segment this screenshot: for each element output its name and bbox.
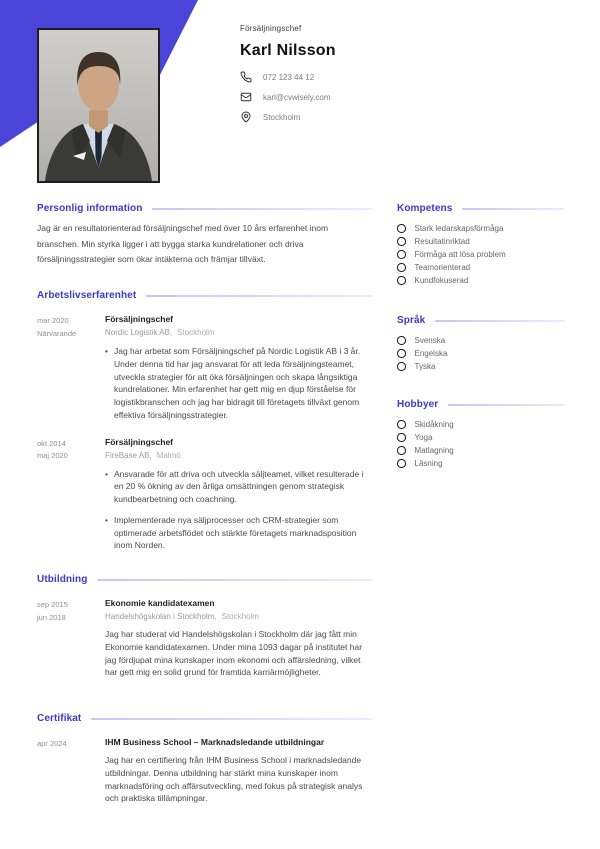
bullet-dot: • [105, 346, 108, 357]
language-label: Svenska [414, 336, 446, 345]
bullet-text: Implementerade nya säljprocesser och CRM-strategier som optimerade arbetsflödet och stärkte företagets marknadsposition inom Norden. [113, 514, 357, 551]
skill-label: Teamorienterad [414, 263, 471, 272]
entry-body [105, 437, 372, 553]
language-label: Engelska [414, 349, 448, 358]
date-end: Närvarande [37, 328, 77, 338]
education-section [37, 574, 372, 679]
circle-icon [397, 276, 406, 285]
section-title: Arbetslivserfarenhet [37, 290, 137, 302]
languages-list [397, 336, 565, 371]
skills-section [397, 203, 565, 285]
hobbies-section [397, 399, 565, 468]
language-item [397, 336, 565, 345]
location-value: Stockholm [263, 112, 301, 122]
date-start: mar 2020 [37, 316, 69, 326]
section-rule [435, 320, 565, 322]
certificates-section [37, 713, 372, 805]
header-info [240, 24, 336, 123]
section-rule [91, 718, 372, 720]
content-columns [37, 200, 565, 805]
circle-icon [397, 263, 406, 272]
company-name: Nordic Logistik AB, [105, 328, 173, 338]
circle-icon [397, 420, 406, 429]
circle-icon [397, 349, 406, 358]
language-item [397, 349, 565, 358]
company-line [105, 451, 372, 460]
email-value: karl@cvwisely.com [263, 92, 331, 102]
section-title: Certifikat [37, 713, 82, 725]
contact-list [240, 71, 336, 123]
circle-icon [397, 446, 406, 455]
experience-entry [37, 437, 372, 553]
education-header [37, 574, 372, 585]
school-line [105, 612, 372, 621]
company-name: FireBase AB, [105, 450, 152, 460]
profile-photo [37, 28, 160, 183]
skill-item [397, 276, 565, 285]
language-item [397, 362, 565, 371]
school-name: Handelshögskolan i Stockholm, [105, 612, 217, 622]
certificate-date: apr 2024 [37, 739, 67, 749]
hobby-label: Skidåkning [414, 420, 454, 429]
experience-bullet [105, 345, 372, 422]
bullet-text: Jag har arbetat som Försäljningschef på Nordic Logistik AB i 3 år. Under denna tid har jag ansvarat för att leda försäljningsteamet, utveckla strategier för att öka försäljningen och skapa långsiktiga kundrelationer. Min erfarenhet har gett mig en djup förståelse för logistikbranschen och jag har bidragit till företagets tillväxt genom effektiva försäljningsstrategier. [113, 346, 361, 420]
hobby-item [397, 446, 565, 455]
skill-item [397, 237, 565, 246]
skill-item [397, 224, 565, 233]
hobbies-header [397, 399, 565, 410]
portrait-illustration [39, 30, 158, 181]
hobbies-list [397, 420, 565, 468]
company-line [105, 328, 372, 337]
certificate-entry [37, 737, 372, 805]
main-column [37, 200, 372, 805]
company-city: Malmö [156, 450, 181, 460]
skill-label: Resultatinriktad [414, 237, 470, 246]
circle-icon [397, 224, 406, 233]
job-title: Försäljningschef [240, 24, 302, 33]
degree-name: Ekonomie kandidatexamen [105, 598, 215, 609]
circle-icon [397, 250, 406, 259]
bullet-dot: • [105, 468, 108, 479]
entry-body [105, 598, 372, 679]
education-description: Jag har studerat vid Handelshögskolan i Stockholm där jag fått min Ekonomie kandidatexamen. Under mina 1093 dagar på institutet har jag fördjupat mina kunskaper inom ekonomi och affärsledning, vilket har gett mig en solid grund för framtida karriärmöjligheter. [105, 629, 363, 678]
language-label: Tyska [414, 362, 436, 371]
entry-dates [37, 598, 105, 679]
experience-entry [37, 314, 372, 422]
circle-icon [397, 336, 406, 345]
experience-section [37, 290, 372, 552]
skill-item [397, 250, 565, 259]
section-rule [146, 295, 372, 297]
languages-header [397, 315, 565, 326]
person-name: Karl Nilsson [240, 42, 336, 59]
section-rule [152, 208, 372, 210]
hobby-label: Yoga [414, 433, 433, 442]
contact-location-row [240, 111, 336, 123]
entry-dates [37, 437, 105, 553]
contact-email-row [240, 91, 336, 103]
education-entry [37, 598, 372, 679]
languages-section [397, 315, 565, 371]
date-start: okt 2014 [37, 438, 66, 448]
entry-dates [37, 314, 105, 422]
experience-bullet [105, 514, 372, 552]
hobby-item [397, 459, 565, 468]
certificates-header [37, 713, 372, 724]
section-title: Hobbyer [397, 399, 439, 410]
entry-body [105, 314, 372, 422]
entry-dates [37, 737, 105, 805]
certificate-name: IHM Business School – Marknadsledande utbildningar [105, 737, 325, 748]
skill-label: Kundfokuserad [414, 276, 469, 285]
skills-header [397, 203, 565, 214]
circle-icon [397, 237, 406, 246]
company-city: Stockholm [177, 328, 215, 338]
mail-icon [240, 91, 252, 103]
personal-info-section [37, 203, 372, 268]
school-city: Stockholm [221, 612, 259, 622]
section-title: Språk [397, 315, 426, 326]
job-role: Försäljningschef [105, 436, 174, 447]
section-title: Kompetens [397, 203, 453, 214]
section-rule [462, 208, 565, 210]
sidebar-column [397, 200, 565, 805]
skill-label: Förmåga att lösa problem [414, 250, 506, 259]
skill-item [397, 263, 565, 272]
date-end: maj 2020 [37, 451, 68, 461]
circle-icon [397, 433, 406, 442]
date-start: sep 2015 [37, 600, 68, 610]
date-end: jun 2018 [37, 612, 66, 622]
skills-list [397, 224, 565, 285]
job-role: Försäljningschef [105, 314, 174, 325]
hobby-item [397, 433, 565, 442]
phone-icon [240, 71, 252, 83]
entry-body [105, 737, 372, 805]
hobby-label: Läsning [414, 459, 443, 468]
personal-summary: Jag är en resultatorienterad försäljningschef med över 10 års erfarenhet inom branschen. Min styrka ligger i att bygga starka kundrelationer och driva försäljningsstrategier som ökar intäkterna och främjar tillväxt. [37, 223, 329, 265]
bullet-text: Ansvarade för att driva och utveckla säljteamet, vilket resulterade i en 20 % ökning av den årliga omsättningen genom strategisk kundbearbetning och coachning. [113, 468, 364, 505]
hobby-label: Matlagning [414, 446, 454, 455]
location-pin-icon [240, 111, 252, 123]
section-rule [97, 579, 372, 581]
personal-info-header [37, 203, 372, 214]
skill-label: Stark ledarskapsförmåga [414, 224, 504, 233]
experience-bullet [105, 468, 372, 506]
certificate-description: Jag har en certifiering från IHM Business School i marknadsledande utbildningar. Denna utbildning har stärkt mina kunskaper inom marknadsföring och affärsutveckling, med fokus på strategisk analys och praktiska tillämpningar. [105, 755, 363, 804]
contact-phone-row [240, 71, 336, 83]
experience-header [37, 290, 372, 301]
section-rule [448, 404, 565, 406]
section-title: Personlig information [37, 203, 143, 214]
hobby-item [397, 420, 565, 429]
circle-icon [397, 459, 406, 468]
section-title: Utbildning [37, 574, 88, 586]
circle-icon [397, 362, 406, 371]
bullet-dot: • [105, 514, 108, 525]
phone-value: 072 123 44 12 [263, 72, 315, 82]
